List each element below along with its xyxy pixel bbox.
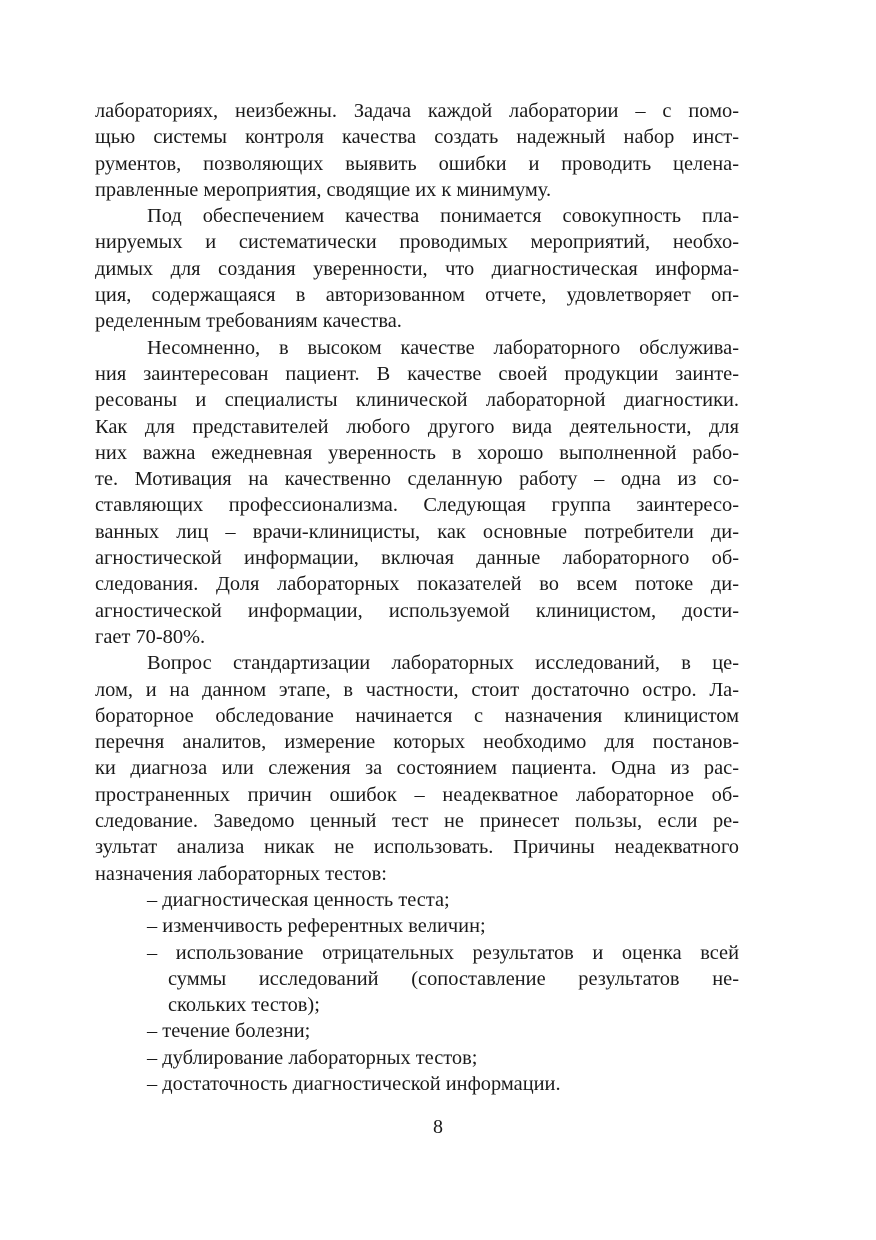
list-item-line: – дублирование лабораторных тестов; — [147, 1046, 478, 1069]
paragraph-line: нируемых и систематически проводимых мероприятий, необхо- — [95, 231, 739, 254]
list-item-line: – достаточность диагностической информации. — [147, 1072, 561, 1095]
paragraph-line: агностической информации, используемой клиницистом, дости- — [95, 599, 739, 622]
paragraph-line: них важна ежедневная уверенность в хорошо выполненной рабо- — [95, 441, 739, 464]
paragraph-line: ния заинтересован пациент. В качестве своей продукции заинте- — [95, 362, 739, 385]
paragraph-line: пространенных причин ошибок – неадекватное лабораторное об- — [95, 783, 739, 806]
paragraph-line: следования. Доля лабораторных показателей во всем потоке ди- — [95, 573, 739, 596]
paragraph-line: ция, содержащаяся в авторизованном отчете, удовлетворяет оп- — [95, 284, 739, 307]
paragraph-line: рументов, позволяющих выявить ошибки и проводить целена- — [95, 152, 739, 175]
paragraph-line: лом, и на данном этапе, в частности, стоит достаточно остро. Ла- — [95, 678, 739, 701]
paragraph-line: Как для представителей любого другого вида деятельности, для — [95, 415, 739, 438]
paragraph-line: ресованы и специалисты клинической лабораторной диагностики. — [95, 389, 739, 412]
body-text — [95, 98, 739, 1097]
paragraph-line: лабораториях, неизбежны. Задача каждой лаборатории – с помо- — [95, 100, 739, 122]
paragraph-line: Под обеспечением качества понимается совокупность пла- — [147, 205, 739, 228]
paragraph-line: ки диагноза или слежения за состоянием пациента. Одна из рас- — [95, 757, 739, 780]
paragraph-line: ставляющих профессионализма. Следующая группа заинтересо- — [95, 494, 739, 517]
paragraph-line: Вопрос стандартизации лабораторных исследований, в це- — [147, 652, 739, 675]
paragraph-line: бораторное обследование начинается с назначения клиницистом — [95, 704, 739, 727]
paragraph-line: ределенным требованиям качества. — [95, 310, 402, 333]
paragraph-line: гает 70-80%. — [95, 625, 206, 648]
paragraph-line: агностической информации, включая данные лабораторного об- — [95, 547, 739, 570]
page-number: 8 — [433, 1116, 443, 1138]
paragraph-line: зультат анализа никак не использовать. Причины неадекватного — [95, 836, 739, 859]
list-item-line: скольких тестов); — [168, 994, 320, 1017]
list-item-line: – диагностическая ценность теста; — [147, 888, 450, 911]
paragraph-line: следование. Заведомо ценный тест не принесет пользы, если ре- — [95, 810, 739, 833]
list-item-line: суммы исследований (сопоставление результатов не- — [168, 967, 739, 990]
list-item-line: – течение болезни; — [147, 1020, 311, 1043]
paragraph-line: щью системы контроля качества создать надежный набор инст- — [95, 126, 739, 149]
paragraph-line: Несомненно, в высоком качестве лабораторного обслужива- — [147, 336, 739, 359]
list-item-line: – использование отрицательных результатов и оценка всей — [147, 941, 739, 964]
list-item-line: – изменчивость референтных величин; — [147, 915, 486, 938]
paragraph-line: те. Мотивация на качественно сделанную работу – одна из со- — [95, 468, 739, 491]
paragraph-line: ванных лиц – врачи-клиницисты, как основные потребители ди- — [95, 520, 739, 543]
paragraph-line: назначения лабораторных тестов: — [95, 862, 387, 885]
paragraph-line: перечня аналитов, измерение которых необходимо для постанов- — [95, 731, 739, 754]
paragraph-line: димых для создания уверенности, что диагностическая информа- — [95, 257, 739, 280]
paragraph-line: правленные мероприятия, сводящие их к минимуму. — [95, 178, 552, 201]
